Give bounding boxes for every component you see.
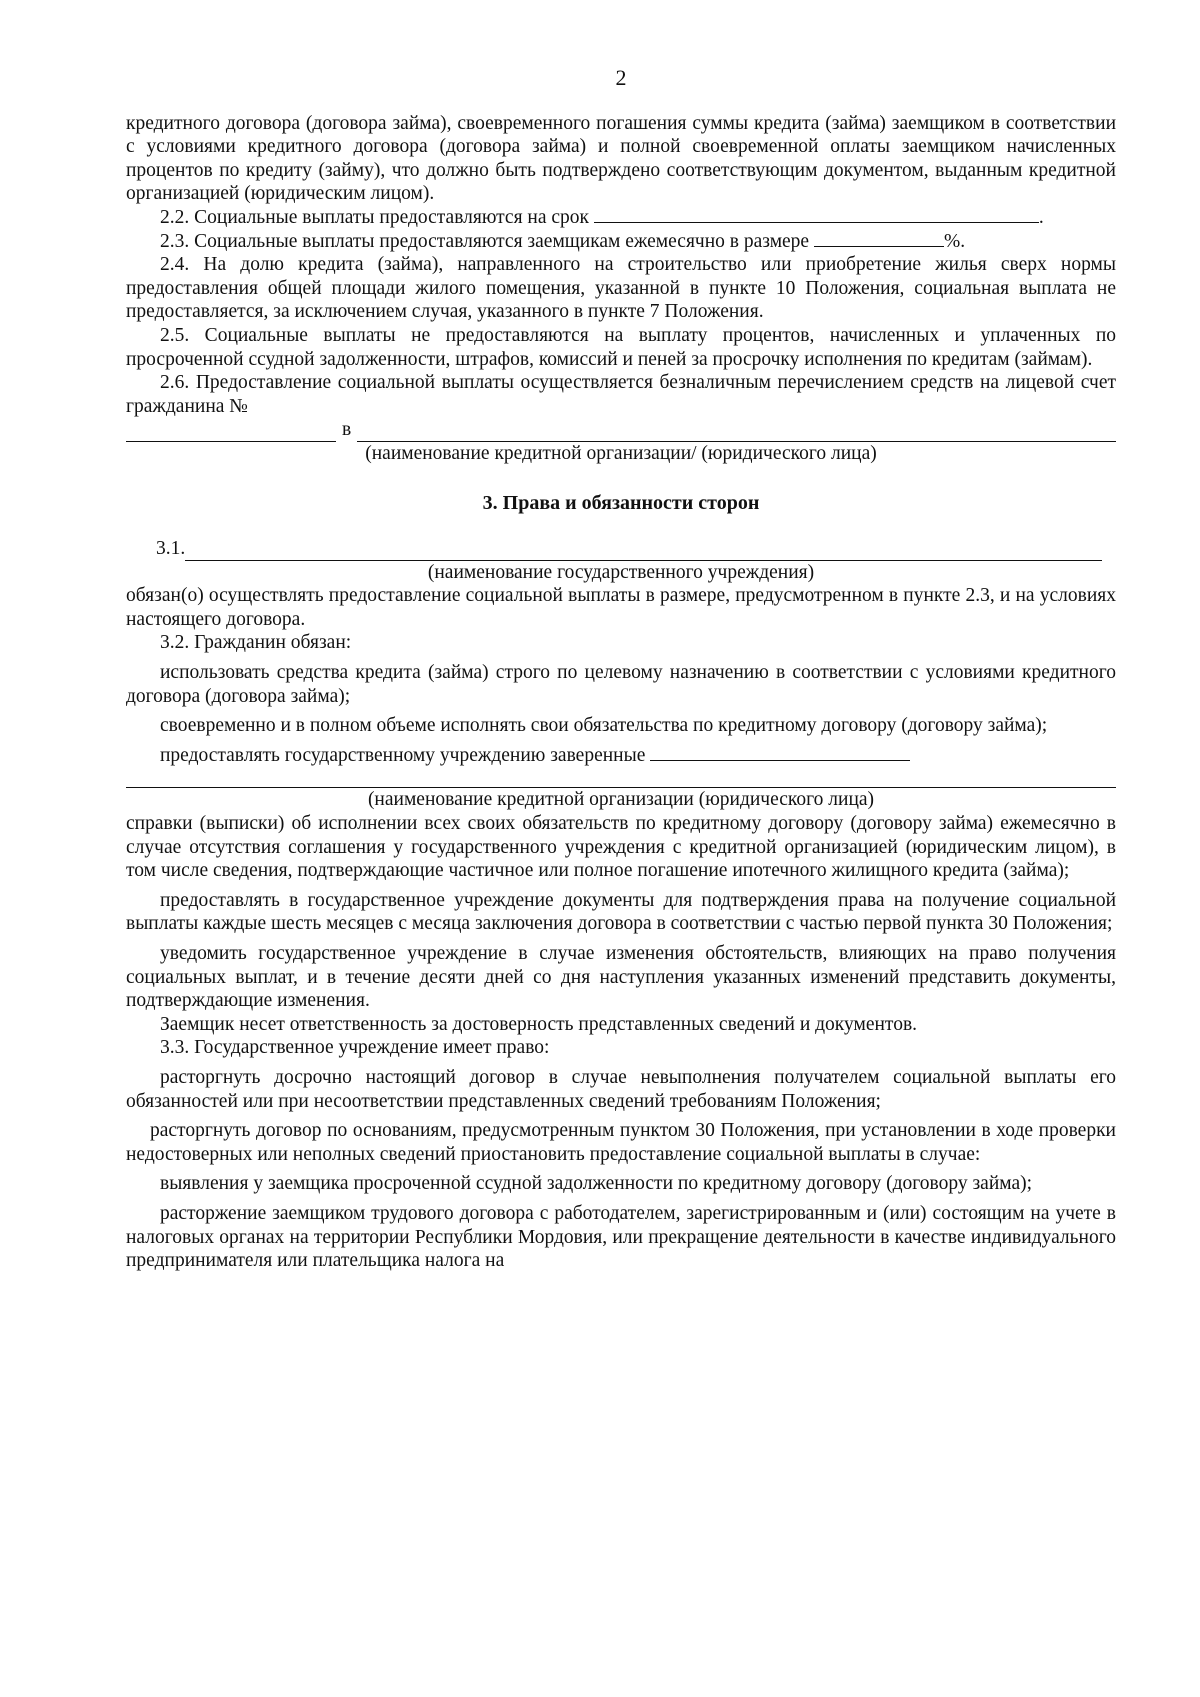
credit-organization-blank — [126, 767, 1116, 788]
page-number: 2 — [615, 65, 627, 90]
paragraph-3-2-e: предоставлять в государственное учреждение документы для подтверждения права на получение социальной выплаты каждые шесть месяцев с месяца заключения договора в соответствии с частью первой пункта 30 Положения; — [126, 889, 1116, 935]
paragraph-2-2-text: 2.2. Социальные выплаты предоставляются на срок — [160, 206, 590, 228]
paragraph-3-2-d: справки (выписки) об исполнении всех своих обязательств по кредитному договору (договору займа) ежемесячно в случае отсутствия соглашения у государственного учреждения с кредитной организацией (юридическим лицом), в том числе сведения, подтверждающие частичное или полное погашение ипотечного жилищного кредита (займа); — [126, 813, 1116, 882]
percent-sign: %. — [943, 230, 966, 252]
paragraph-2-4: 2.4. На долю кредита (займа), направленного на строительство или приобретение жилья сверх нормы предоставления общей площади жилого помещения, указанной в пункте 10 Положения, социальная выплата не предоставляется, за исключением случая, указанного в пункте 7 Положения. — [126, 254, 1116, 323]
paragraph-3-2-f: уведомить государственное учреждение в случае изменения обстоятельств, влияющих на право получения социальных выплат, и в течение десяти дней со дня наступления указанных изменений представить документы, подтверждающие изменения. — [126, 943, 1116, 1012]
paragraph-3-2-g: Заемщик несет ответственность за достоверность представленных сведений и документов. — [160, 1013, 918, 1035]
section-3-heading: 3. Права и обязанности сторон — [482, 491, 760, 514]
document-body — [126, 66, 1116, 1273]
paragraph-3-3: 3.3. Государственное учреждение имеет право: — [160, 1037, 550, 1059]
caption-credit-organization: (наименование кредитной организации/ (юридического лица) — [365, 442, 877, 464]
paragraph-intro: кредитного договора (договора займа), своевременного погашения суммы кредита (займа) заемщиком в соответствии с условиями кредитного договора (договора займа) и полной своевременной оплаты заемщиком начисленных процентов по кредиту (займу), что должно быть подтверждено соответствующим документом, выданным кредитной организацией (юридическим лицом). — [126, 112, 1116, 205]
paragraph-3-2-c-text: предоставлять государственному учреждению заверенные — [160, 744, 646, 766]
paragraph-3-3-b: расторгнуть договор по основаниям, предусмотренным пунктом 30 Положения, при установлении в ходе проверки недостоверных или неполных сведений приостановить предоставление социальной выплаты в случае: — [126, 1120, 1116, 1165]
paragraph-3-1-text: обязан(о) осуществлять предоставление социальной выплаты в размере, предусмотренном в пункте 2.3, и на условиях настоящего договора. — [126, 585, 1116, 630]
account-bank-line — [126, 418, 1116, 442]
paragraph-3-1-line — [126, 537, 1116, 561]
paragraph-3-3-d: расторжение заемщиком трудового договора с работодателем, зарегистрированным и (или) состоящим на учете в налоговых органах на территории Республики Мордовия, или прекращение деятельности в качестве индивидуального предпринимателя или плательщика налога на — [126, 1202, 1116, 1272]
paragraph-3-3-a: расторгнуть досрочно настоящий договор в случае невыполнения получателем социальной выплаты его обязанностей или при несоответствии представленных сведений требованиям Положения; — [126, 1066, 1116, 1112]
paragraph-3-2-a: использовать средства кредита (займа) строго по целевому назначению в соответствии с условиями кредитного договора (договора займа); — [126, 662, 1116, 707]
paragraph-2-6: 2.6. Предоставление социальной выплаты осуществляется безналичным перечислением средств на лицевой счет гражданина № — [126, 372, 1116, 417]
paragraph-2-5: 2.5. Социальные выплаты не предоставляются на выплату процентов, начисленных и уплаченных по просроченной ссудной задолженности, штрафов, комиссий и пеней за просрочку исполнения по кредитам (займам). — [126, 324, 1116, 370]
caption-state-institution: (наименование государственного учреждения) — [427, 561, 815, 583]
account-number-blank — [126, 423, 336, 442]
paragraph-3-2: 3.2. Гражданин обязан: — [160, 632, 352, 654]
certified-docs-blank — [650, 744, 910, 761]
paragraph-3-3-c: выявления у заемщика просроченной ссудной задолженности по кредитному договору (договору займа); — [160, 1173, 1033, 1195]
paragraph-3-2-c — [126, 744, 1116, 768]
preposition-v: в — [342, 419, 352, 441]
paragraph-3-2-b: своевременно и в полном объеме исполнять свои обязательства по кредитному договору (договору займа); — [160, 715, 1048, 737]
bank-name-blank — [357, 423, 1116, 442]
paragraph-2-2: 2.2. Социальные выплаты предоставляются на срок . — [160, 206, 1044, 228]
state-institution-blank — [185, 542, 1102, 561]
caption-credit-organization-2: (наименование кредитной организации (юридического лица) — [367, 789, 875, 811]
term-blank — [594, 206, 1039, 223]
percent-blank — [814, 230, 944, 247]
paragraph-2-3-text: 2.3. Социальные выплаты предоставляются заемщикам ежемесячно в размере — [160, 230, 810, 252]
paragraph-2-3 — [126, 230, 1116, 254]
paragraph-3-1-number: 3.1. — [156, 538, 186, 560]
